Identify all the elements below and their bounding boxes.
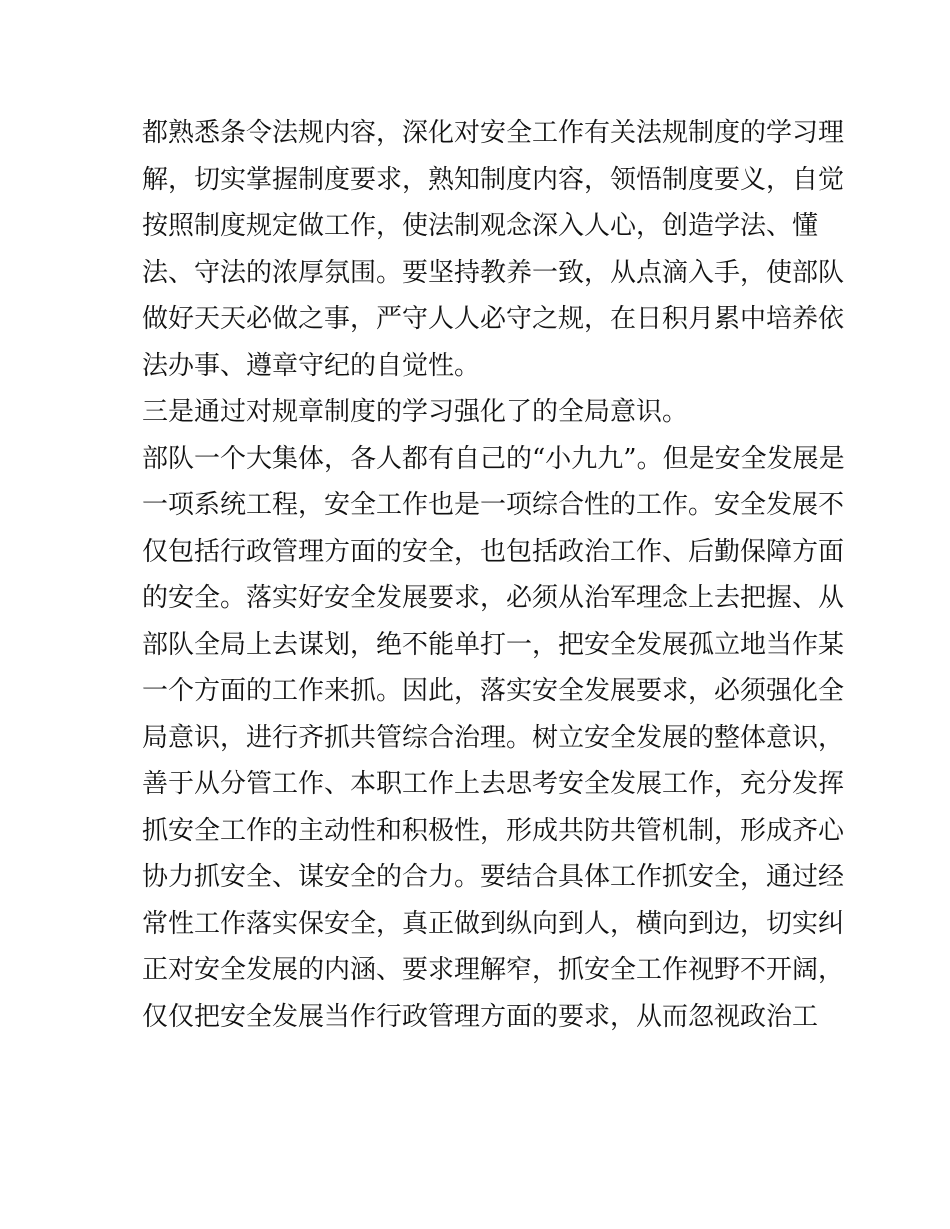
text-line: 协力抓安全、谋安全的合力。要结合具体工作抓安全，通过经 — [142, 862, 845, 892]
text-line: 都熟悉条令法规内容，深化对安全工作有关法规制度的学习理 — [142, 118, 845, 148]
text-line: 善于从分管工作、本职工作上去思考安全发展工作，充分发挥 — [142, 769, 845, 799]
text-line: 一项系统工程，安全工作也是一项综合性的工作。安全发展不 — [142, 490, 845, 520]
text-line: 仅仅把安全发展当作行政管理方面的要求，从而忽视政治工 — [142, 1001, 819, 1032]
text-line: 做好天天必做之事，严守人人必守之规，在日积月累中培养依 — [142, 304, 845, 334]
text-line: 常性工作落实保安全，真正做到纵向到人，横向到边，切实纠 — [142, 908, 845, 939]
text-line: 部队一个大集体，各人都有自己的“小九九”。但是安全发展是 — [142, 443, 845, 474]
text-line: 解，切实掌握制度要求，熟知制度内容，领悟制度要义，自觉 — [142, 164, 845, 195]
text-line: 抓安全工作的主动性和积极性，形成共防共管机制，形成齐心 — [142, 815, 845, 846]
text-line: 正对安全发展的内涵、要求理解窄，抓安全工作视野不开阔， — [142, 955, 845, 985]
text-line: 部队全局上去谋划，绝不能单打一，把安全发展孤立地当作某 — [142, 629, 845, 660]
section-heading: 三是通过对规章制度的学习强化了的全局意识。 — [142, 397, 689, 427]
text-line: 法、守法的浓厚氛围。要坚持教养一致，从点滴入手，使部队 — [142, 257, 845, 288]
text-line: 法办事、遵章守纪的自觉性。 — [142, 350, 481, 381]
text-line: 仅包括行政管理方面的安全，也包括政治工作、后勤保障方面 — [142, 536, 845, 567]
body-text — [142, 110, 845, 1040]
text-line: 的安全。落实好安全发展要求，必须从治军理念上去把握、从 — [142, 583, 845, 613]
text-line: 局意识，进行齐抓共管综合治理。树立安全发展的整体意识， — [142, 722, 845, 753]
text-line: 一个方面的工作来抓。因此，落实安全发展要求，必须强化全 — [142, 676, 845, 706]
text-line: 按照制度规定做工作，使法制观念深入人心，创造学法、懂 — [142, 211, 819, 241]
